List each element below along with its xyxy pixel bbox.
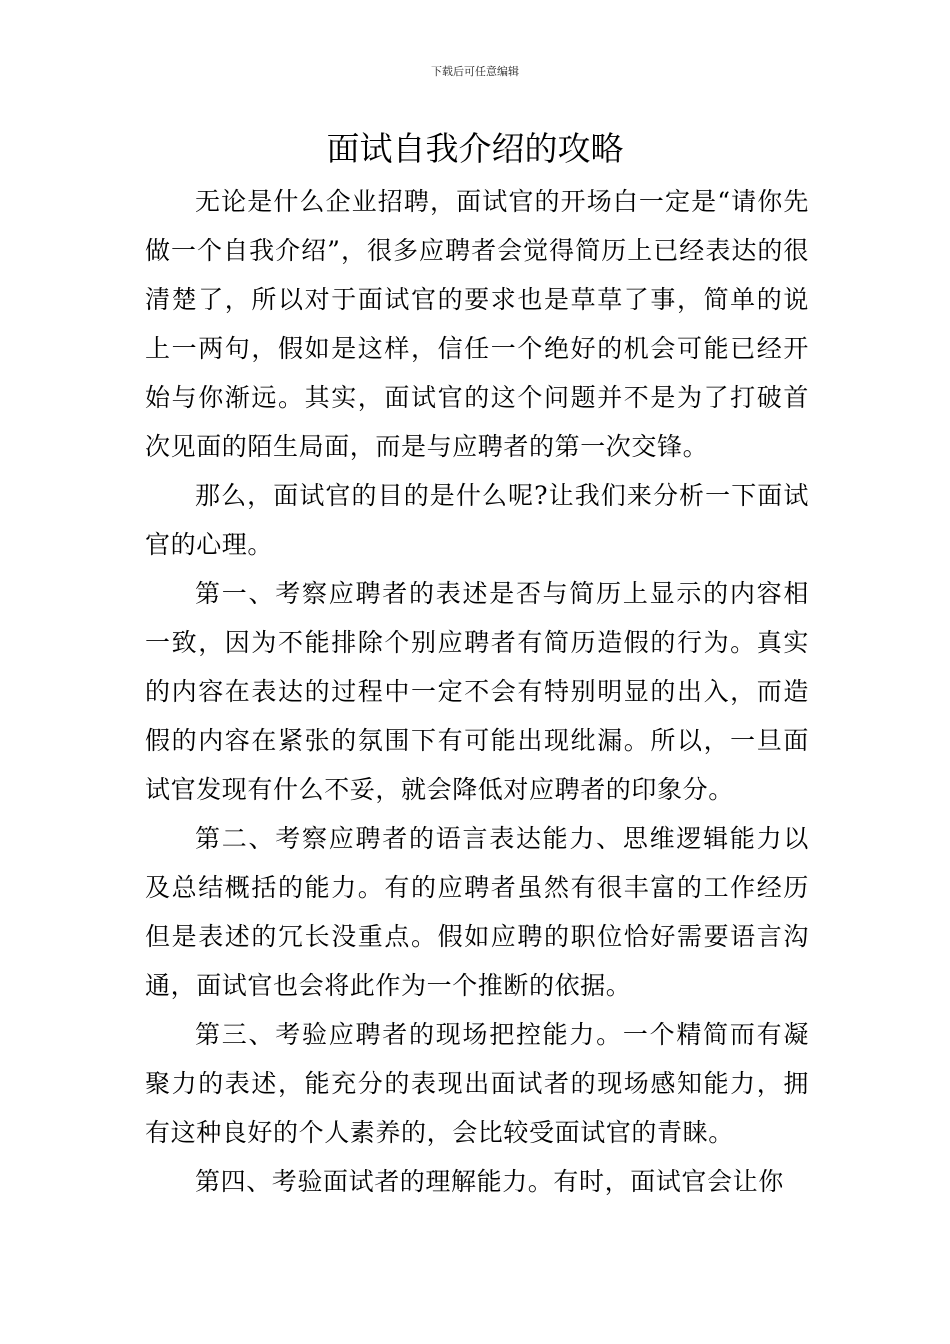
paragraph-intro: 无论是什么企业招聘，面试官的开场白一定是“请你先做一个自我介绍”，很多应聘者会觉得简历上已经表达的很清楚了，所以对于面试官的要求也是草草了事，简单的说上一两句，假如是这样，信任一个绝好的机会可能已经开始与你渐远。其实，面试官的这个问题并不是为了打破首次见面的陌生局面，而是与应聘者的第一次交锋。 [145,187,809,461]
paragraph-point-3: 第三、考验应聘者的现场把控能力。一个精简而有凝聚力的表述，能充分的表现出面试者的现场感知能力，拥有这种良好的个人素养的，会比较受面试官的青睐。 [145,1020,809,1147]
header-note: 下载后可任意编辑 [431,65,519,78]
paragraph-point-4: 第四、考验面试者的理解能力。有时，面试官会让你 [195,1167,784,1196]
document-body [145,177,809,1206]
paragraph-point-2: 第二、考察应聘者的语言表达能力、思维逻辑能力以及总结概括的能力。有的应聘者虽然有很丰富的工作经历但是表述的冗长没重点。假如应聘的职位恰好需要语言沟通，面试官也会将此作为一个推断的依据。 [145,824,809,1000]
paragraph-question: 那么，面试官的目的是什么呢?让我们来分析一下面试官的心理。 [145,481,809,559]
document-title: 面试自我介绍的攻略 [326,129,624,168]
paragraph-point-1: 第一、考察应聘者的表述是否与简历上显示的内容相一致，因为不能排除个别应聘者有简历造假的行为。真实的内容在表达的过程中一定不会有特别明显的出入，而造假的内容在紧张的氛围下有可能出现纰漏。所以，一旦面试官发现有什么不妥，就会降低对应聘者的印象分。 [145,579,809,804]
